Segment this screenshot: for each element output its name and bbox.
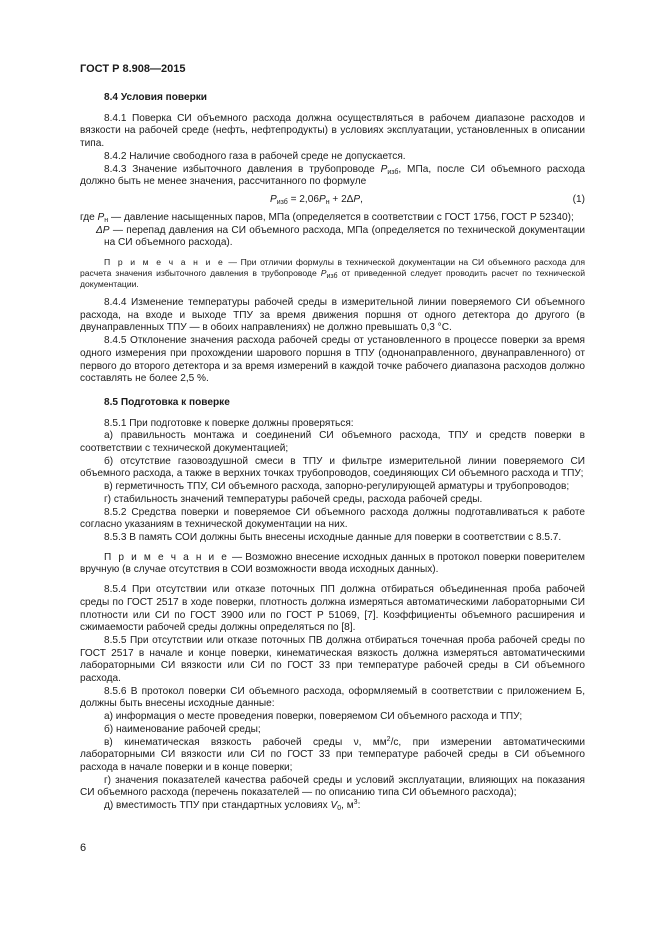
para-8-4-5: 8.4.5 Отклонение значения расхода рабочей среды от установленного в процессе поверки за время одного измерения при прохождении шарового поршня в ТПУ (однонаправленного, двунаправленного) от первого до второго детектора и за время измерений в каждой точке рабочего диапазона расходов должно составлять не более 2,5 %. bbox=[80, 335, 585, 385]
page-number: 6 bbox=[80, 842, 87, 854]
para-8-4-4: 8.4.4 Изменение температуры рабочей среды в измерительной линии поверяемого СИ объемного расхода, на входе и выходе ТПУ за время движения поршня от одного детектора до другого (в двунаправленных ТПУ — в обоих направлениях) не должно превышать 0,3 °С. bbox=[80, 297, 585, 334]
para-8-5-6: 8.5.6 В протокол поверки СИ объемного расхода, оформляемый в соответствии с приложением Б, должны быть внесены исходные данные: bbox=[80, 685, 585, 710]
list-item-8-5-1-c: в) герметичность ТПУ, СИ объемного расхода, запорно-регулирующей арматуры и трубопроводов; bbox=[104, 481, 570, 493]
para-8-5-2: 8.5.2 Средства поверки и поверяемое СИ объемного расхода должны подготавливаться к работе согласно указаниям в технической документации на них. bbox=[80, 506, 585, 531]
formula-where-dp: ΔP — перепад давления на СИ объемного расхода, МПа (определяется по технической документации на СИ объемного расхода). bbox=[96, 224, 585, 249]
list-item-8-5-6-c: в) кинематическая вязкость рабочей среды ν, $мм^2/с$, при измерении автоматическими лабораторными СИ вязкости или СИ по ГОСТ 33 при температуре рабочей среды в СИ объемного расхода в начале поверки и в конце поверки; bbox=[80, 735, 585, 773]
list-item-8-5-6-d: г) значения показателей качества рабочей среды и условий эксплуатации, влияющих на показания СИ объемного расхода (перечень показателей — по описанию типа СИ объемного расхода); bbox=[80, 774, 585, 799]
section-title-8-5: 8.5 Подготовка к поверке bbox=[104, 396, 230, 408]
list-item-8-5-6-a: а) информация о месте проведения поверки, поверяемом СИ объемного расхода и ТПУ; bbox=[104, 711, 523, 723]
para-8-5-5: 8.5.5 При отсутствии или отказе поточных ПВ должна отбираться точечная проба рабочей среды по ГОСТ 2517 в начале и конце поверки, кинематическая вязкость должна измеряться автоматическими лабораторными СИ вязкости или СИ по ГОСТ 33 при температуре рабочей среды в СИ объемного расхода. bbox=[80, 634, 585, 685]
para-8-5-1: 8.5.1 При подготовке к поверке должны проверяться: bbox=[104, 417, 354, 429]
para-8-4-3: 8.4.3 Значение избыточного давления в трубопроводе $P_{изб}$, МПа, после СИ объемного расхода должно быть не менее значения, рассчитанного по формуле bbox=[80, 163, 585, 188]
page-content bbox=[80, 92, 585, 813]
para-8-4-1: 8.4.1 Поверка СИ объемного расхода должна осуществляться в рабочем диапазоне расходов и вязкости на рабочей среде (нефть, нефтепродукты) в условиях эксплуатации, установленных в описании типа. bbox=[80, 112, 585, 150]
formula-1 bbox=[80, 194, 585, 208]
note-8-4-3: П р и м е ч а н и е — При отличии формулы в технической документации на СИ объемного расхода для расчета значения избыточного давления в трубопроводе $P_{изб}$ от приведенной следует проводить расчет по технической документации. bbox=[80, 257, 586, 290]
para-8-5-3: 8.5.3 В память СОИ должны быть внесены исходные данные для поверки в соответствии с 8.5.7. bbox=[104, 531, 562, 543]
list-item-8-5-6-e: д) вместимость ТПУ при стандартных условиях $V_0$, $м^3$: bbox=[104, 799, 361, 813]
note-8-5-3: П р и м е ч а н и е — Возможно внесение исходных данных в протокол поверки поверителем вручную (в случае отсутствия в СОИ возможности ввода исходных данных). bbox=[80, 551, 585, 576]
list-item-8-5-6-b: б) наименование рабочей среды; bbox=[104, 723, 261, 735]
section-title-8-4: 8.4 Условия поверки bbox=[104, 92, 208, 103]
formula-where-ph: где $P_н$ — давление насыщенных паров, МПа (определяется в соответствии с ГОСТ 1756, ГОСТ Р 52340); bbox=[80, 211, 574, 224]
formula-number: (1) bbox=[572, 193, 585, 205]
list-item-8-5-1-b: б) отсутствие газовоздушной смеси в ТПУ и фильтре измерительной линии поверяемого СИ объемного расхода, а также в верхних точках трубопроводов, соединяющих СИ объемного расхода и ТПУ; bbox=[80, 455, 585, 480]
document-code: ГОСТ Р 8.908—2015 bbox=[80, 63, 186, 75]
formula-expression: $P_{изб} = 2,06P_н + 2\Delta P$, bbox=[270, 193, 363, 206]
list-item-8-5-1-a: а) правильность монтажа и соединений СИ объемного расхода, ТПУ и средств поверки в соответствии с технической документацией; bbox=[80, 430, 585, 455]
para-8-5-4: 8.5.4 При отсутствии или отказе поточных ПП должна отбираться объединенная проба рабочей среды по ГОСТ 2517 в ходе поверки, плотность должна измеряться автоматическими лабораторными СИ плотности или СИ по ГОСТ 3900 или по ГОСТ Р 51069, [7]. Коэффициенты объемного расширения и сжимаемости рабочей среды должны определяться по [8]. bbox=[80, 584, 585, 634]
para-8-4-2: 8.4.2 Наличие свободного газа в рабочей среде не допускается. bbox=[104, 150, 406, 162]
list-item-8-5-1-d: г) стабильность значений температуры рабочей среды, расхода рабочей среды. bbox=[104, 493, 483, 505]
